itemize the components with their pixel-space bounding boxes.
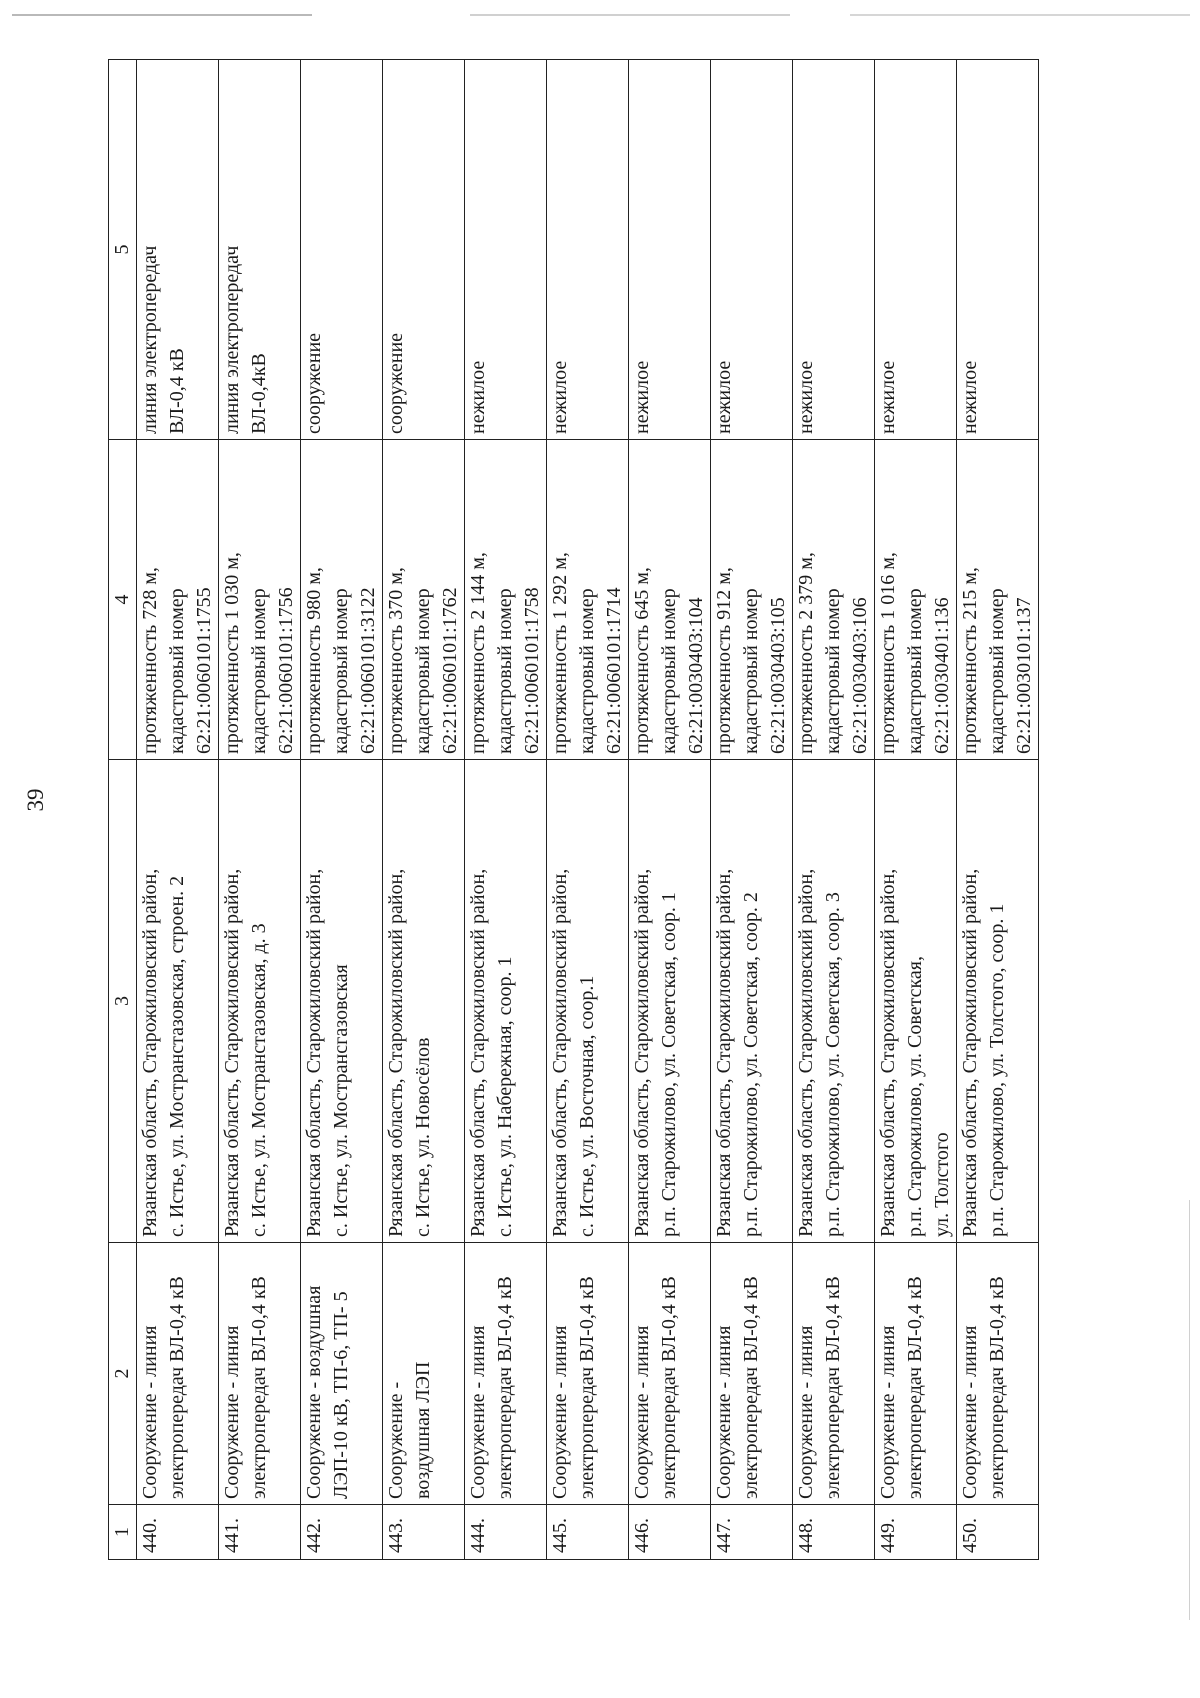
object-details-line: кадастровый номер (986, 588, 1008, 754)
object-purpose-cell (383, 60, 465, 440)
object-name-line: Сооружение - линия (713, 1325, 735, 1499)
object-details-cell (711, 440, 793, 760)
table-body (137, 60, 1039, 1560)
object-details-line: 62:21:0030401:136 (931, 597, 953, 754)
object-details-line: 62:21:0030403:106 (849, 597, 871, 754)
object-name-line: Сооружение - (385, 1381, 407, 1499)
object-purpose-line: линия электропередач (139, 245, 161, 434)
object-details-line: протяженность 1 016 м, (877, 552, 899, 754)
table-row (219, 60, 301, 1560)
object-details-cell (875, 440, 957, 760)
object-name-cell (547, 1243, 629, 1505)
object-address-line: с. Истье, ул. Новосёлов (412, 1037, 434, 1237)
row-number-cell: 445. (547, 1505, 629, 1560)
object-name-line: Сооружение - линия (877, 1325, 899, 1499)
object-name-line: электропередач ВЛ-0,4 кВ (986, 1276, 1008, 1499)
row-number-cell: 450. (957, 1505, 1039, 1560)
object-address-cell (547, 760, 629, 1243)
object-purpose-cell (875, 60, 957, 440)
object-purpose-line: ВЛ-0,4кВ (248, 353, 270, 434)
row-number-cell: 442. (301, 1505, 383, 1560)
object-address-line: Рязанская область, Старожиловский район, (877, 868, 899, 1237)
object-address-line: Рязанская область, Старожиловский район, (139, 868, 161, 1237)
scan-edge-artifact (1189, 1200, 1190, 1620)
object-purpose-line: линия электропередач (221, 245, 243, 434)
object-address-line: Рязанская область, Старожиловский район, (549, 868, 571, 1237)
object-name-line: электропередач ВЛ-0,4 кВ (658, 1276, 680, 1499)
object-address-line: Рязанская область, Старожиловский район, (713, 868, 735, 1237)
object-address-line: Рязанская область, Старожиловский район, (303, 868, 325, 1237)
table-row (793, 60, 875, 1560)
object-address-line: Рязанская область, Старожиловский район, (385, 868, 407, 1237)
object-name-cell (875, 1243, 957, 1505)
object-details-line: кадастровый номер (166, 588, 188, 754)
object-purpose-cell (793, 60, 875, 440)
table-row (957, 60, 1039, 1560)
object-purpose-line: сооружение (385, 332, 407, 434)
object-address-line: с. Истье, ул. Мострансгазовская (330, 964, 352, 1237)
object-purpose-line: нежилое (877, 360, 899, 434)
object-address-line: с. Истье, ул. Мостранстазовская, д. 3 (248, 923, 270, 1237)
rotated-page (23, 60, 1083, 1560)
object-purpose-line: нежилое (795, 360, 817, 434)
object-purpose-cell (957, 60, 1039, 440)
table-row (711, 60, 793, 1560)
object-purpose-line: ВЛ-0,4 кВ (166, 348, 188, 434)
object-address-line: р.п. Старожилово, ул. Советская, соор. 1 (658, 892, 680, 1237)
object-name-line: Сооружение - линия (631, 1325, 653, 1499)
object-details-cell (629, 440, 711, 760)
object-address-line: ул. Толстого (931, 1132, 953, 1237)
object-purpose-line: нежилое (549, 360, 571, 434)
object-details-cell (383, 440, 465, 760)
object-details-cell (793, 440, 875, 760)
object-details-line: 62:21:0060101:1758 (521, 587, 543, 754)
object-name-line: электропередач ВЛ-0,4 кВ (822, 1276, 844, 1499)
object-details-cell (219, 440, 301, 760)
object-name-line: Сооружение - линия (795, 1325, 817, 1499)
object-details-cell (137, 440, 219, 760)
object-details-line: протяженность 2 144 м, (467, 552, 489, 754)
object-purpose-line: нежилое (713, 360, 735, 434)
row-number-cell: 449. (875, 1505, 957, 1560)
column-header-4: 4 (109, 440, 137, 760)
object-details-line: кадастровый номер (330, 588, 352, 754)
object-purpose-cell (301, 60, 383, 440)
object-details-line: протяженность 370 м, (385, 567, 407, 754)
table-row (301, 60, 383, 1560)
object-details-line: 62:21:0030403:105 (767, 597, 789, 754)
object-details-line: 62:21:0030403:104 (685, 597, 707, 754)
object-name-line: Сооружение - линия (467, 1325, 489, 1499)
object-name-cell (301, 1243, 383, 1505)
object-purpose-cell (137, 60, 219, 440)
object-address-line: Рязанская область, Старожиловский район, (795, 868, 817, 1237)
object-details-line: кадастровый номер (658, 588, 680, 754)
object-address-cell (629, 760, 711, 1243)
object-details-line: 62:21:0060101:1755 (193, 587, 215, 754)
object-address-cell (711, 760, 793, 1243)
object-name-line: электропередач ВЛ-0,4 кВ (248, 1276, 270, 1499)
column-header-2: 2 (109, 1243, 137, 1505)
column-header-5: 5 (109, 60, 137, 440)
object-address-line: Рязанская область, Старожиловский район, (631, 868, 653, 1237)
object-address-line: с. Истье, ул. Набережная, соор. 1 (494, 956, 516, 1237)
row-number-cell: 440. (137, 1505, 219, 1560)
object-name-line: Сооружение - линия (959, 1325, 981, 1499)
object-address-line: Рязанская область, Старожиловский район, (221, 868, 243, 1237)
object-name-cell (711, 1243, 793, 1505)
object-address-line: р.п. Старожилово, ул. Советская, (904, 956, 926, 1237)
object-details-line: протяженность 645 м, (631, 567, 653, 754)
table-row (547, 60, 629, 1560)
object-purpose-cell (711, 60, 793, 440)
column-header-3: 3 (109, 760, 137, 1243)
object-details-line: протяженность 1 292 м, (549, 552, 571, 754)
object-name-line: электропередач ВЛ-0,4 кВ (166, 1276, 188, 1499)
object-details-line: протяженность 728 м, (139, 567, 161, 754)
object-details-line: кадастровый номер (248, 588, 270, 754)
object-address-cell (465, 760, 547, 1243)
page-number: 39 (23, 788, 48, 812)
object-details-cell (301, 440, 383, 760)
scan-edge-artifact (850, 14, 1190, 16)
object-name-line: электропередач ВЛ-0,4 кВ (740, 1276, 762, 1499)
object-address-cell (383, 760, 465, 1243)
object-details-cell (465, 440, 547, 760)
object-name-cell (957, 1243, 1039, 1505)
object-address-line: р.п. Старожилово, ул. Советская, соор. 2 (740, 892, 762, 1237)
row-number-cell: 448. (793, 1505, 875, 1560)
object-purpose-cell (465, 60, 547, 440)
object-name-cell (137, 1243, 219, 1505)
object-address-line: с. Истье, ул. Мостранстазовская, строен. 2 (166, 875, 188, 1237)
table-row (465, 60, 547, 1560)
column-number-row (109, 60, 137, 1560)
object-address-line: с. Истье, ул. Восточная, соор.1 (576, 975, 598, 1237)
object-details-line: протяженность 1 030 м, (221, 552, 243, 754)
object-details-cell (957, 440, 1039, 760)
object-purpose-line: нежилое (467, 360, 489, 434)
object-address-line: р.п. Старожилово, ул. Советская, соор. 3 (822, 892, 844, 1237)
object-purpose-line: нежилое (959, 360, 981, 434)
object-purpose-cell (629, 60, 711, 440)
object-details-line: протяженность 980 м, (303, 567, 325, 754)
object-name-cell (465, 1243, 547, 1505)
row-number-cell: 444. (465, 1505, 547, 1560)
object-details-line: 62:21:0060101:1756 (275, 587, 297, 754)
row-number-cell: 447. (711, 1505, 793, 1560)
object-name-cell (793, 1243, 875, 1505)
object-address-cell (219, 760, 301, 1243)
object-name-line: электропередач ВЛ-0,4 кВ (494, 1276, 516, 1499)
object-address-cell (957, 760, 1039, 1243)
object-details-cell (547, 440, 629, 760)
object-name-line: электропередач ВЛ-0,4 кВ (904, 1276, 926, 1499)
scan-edge-artifact (470, 14, 790, 16)
object-address-cell (137, 760, 219, 1243)
object-details-line: кадастровый номер (576, 588, 598, 754)
object-name-cell (219, 1243, 301, 1505)
row-number-cell: 443. (383, 1505, 465, 1560)
object-purpose-line: сооружение (303, 332, 325, 434)
object-purpose-cell (547, 60, 629, 440)
object-details-line: кадастровый номер (822, 588, 844, 754)
row-number-cell: 446. (629, 1505, 711, 1560)
object-details-line: кадастровый номер (740, 588, 762, 754)
column-header-1: 1 (109, 1505, 137, 1560)
row-number-cell: 441. (219, 1505, 301, 1560)
object-details-line: 62:21:0060101:1762 (439, 587, 461, 754)
object-address-line: Рязанская область, Старожиловский район, (467, 868, 489, 1237)
object-details-line: протяженность 215 м, (959, 567, 981, 754)
object-name-cell (383, 1243, 465, 1505)
object-address-cell (301, 760, 383, 1243)
object-details-line: кадастровый номер (904, 588, 926, 754)
object-name-line: Сооружение - линия (549, 1325, 571, 1499)
property-table (108, 59, 1039, 1560)
object-address-line: р.п. Старожилово, ул. Толстого, соор. 1 (986, 903, 1008, 1237)
object-name-line: Сооружение - линия (221, 1325, 243, 1499)
object-details-line: 62:21:0060101:1714 (603, 587, 625, 754)
table-row (875, 60, 957, 1560)
object-address-line: Рязанская область, Старожиловский район, (959, 868, 981, 1237)
object-details-line: кадастровый номер (494, 588, 516, 754)
object-purpose-line: нежилое (631, 360, 653, 434)
table-row (137, 60, 219, 1560)
object-details-line: 62:21:0030101:137 (1013, 597, 1035, 754)
object-details-line: кадастровый номер (412, 588, 434, 754)
object-name-line: ЛЭП-10 кВ, ТП-6, ТП- 5 (330, 1291, 352, 1499)
table-row (383, 60, 465, 1560)
object-details-line: 62:21:0060101:3122 (357, 587, 379, 754)
object-name-line: Сооружение - воздушная (303, 1285, 325, 1499)
object-purpose-cell (219, 60, 301, 440)
object-address-cell (875, 760, 957, 1243)
object-name-line: воздушная ЛЭП (412, 1361, 434, 1499)
object-address-cell (793, 760, 875, 1243)
scan-edge-artifact (12, 14, 312, 16)
object-name-line: электропередач ВЛ-0,4 кВ (576, 1276, 598, 1499)
object-details-line: протяженность 912 м, (713, 567, 735, 754)
object-name-line: Сооружение - линия (139, 1325, 161, 1499)
object-details-line: протяженность 2 379 м, (795, 552, 817, 754)
table-row (629, 60, 711, 1560)
object-name-cell (629, 1243, 711, 1505)
